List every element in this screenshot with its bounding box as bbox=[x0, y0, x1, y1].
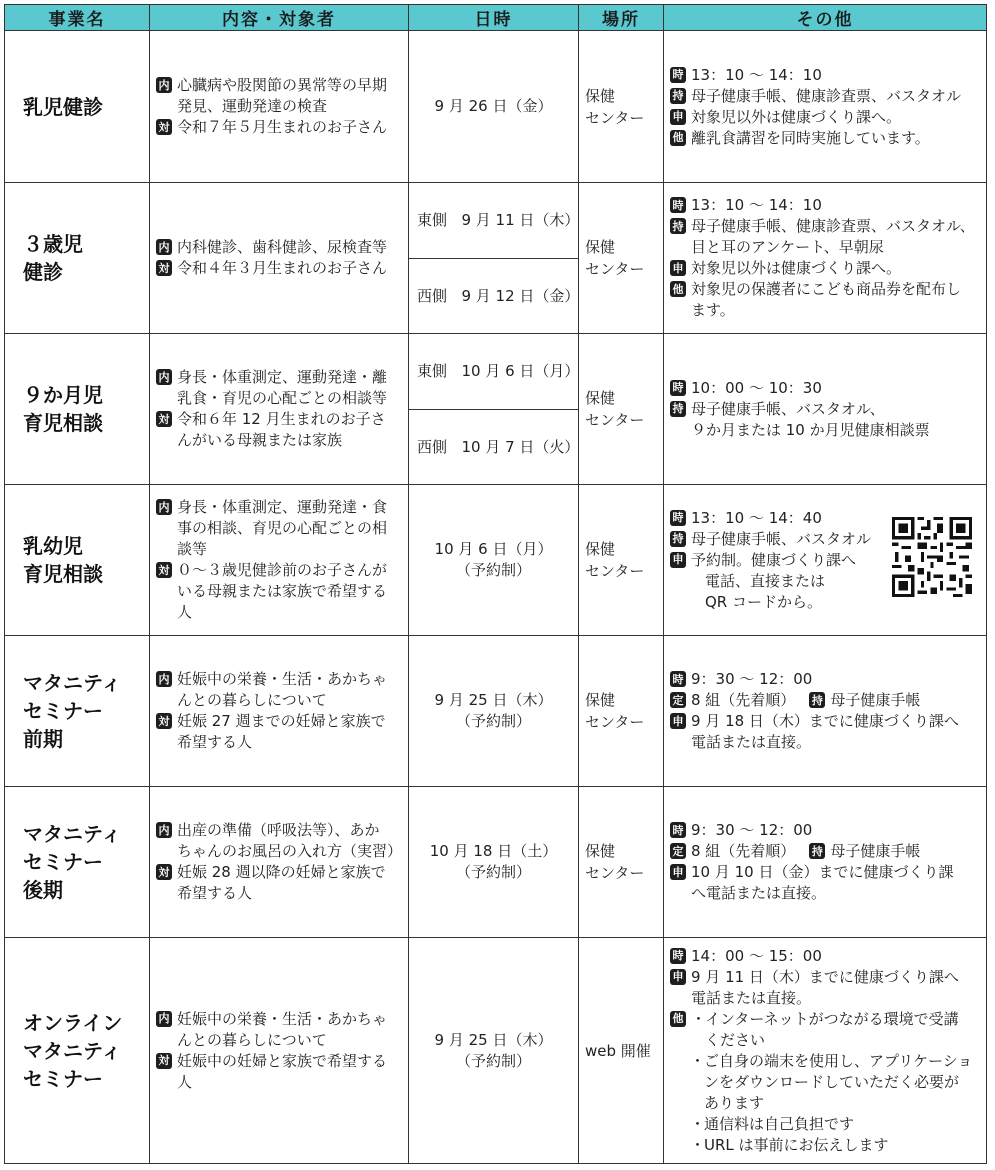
header-place: 場所 bbox=[579, 5, 664, 31]
nai-badge-icon: 内 bbox=[156, 822, 172, 838]
event-place: 保健 センター bbox=[579, 31, 664, 183]
event-date: 9 月 26 日（金） bbox=[409, 31, 579, 183]
ta-badge-icon: 他 bbox=[670, 130, 686, 146]
event-content: 内 身長・体重測定、運動発達・食 事の相談、育児の心配ごとの相 談等 対 ０〜３歳児健診前のお子さんが いる母親または家族で希望する 人 bbox=[150, 485, 409, 636]
event-date: 10 月 6 日（月） （予約制） bbox=[409, 485, 579, 636]
event-other: 時 10：00 〜 10：30 持 母子健康手帳、バスタオル、 ９か月または 10 か月児健康相談票 bbox=[664, 334, 987, 485]
event-other: 時 9：30 〜 12：00 定 8 組（先着順） 持 母子健康手帳 申 10 月 10 日（金）までに健康づくり課 へ電話または直接。 bbox=[664, 787, 987, 938]
mou-badge-icon: 申 bbox=[670, 552, 686, 568]
tai-badge-icon: 対 bbox=[156, 119, 172, 135]
ji-badge-icon: 時 bbox=[670, 67, 686, 83]
table-row bbox=[5, 334, 987, 485]
nai-badge-icon: 内 bbox=[156, 77, 172, 93]
event-other: 時 9：30 〜 12：00 定 8 組（先着順） 持 母子健康手帳 申 9 月 18 日（木）までに健康づくり課へ 電話または直接。 bbox=[664, 636, 987, 787]
mochi-badge-icon: 持 bbox=[670, 218, 686, 234]
tai-badge-icon: 対 bbox=[156, 411, 172, 427]
date-west: 西側 9 月 12 日（金） bbox=[409, 258, 578, 333]
header-event-name: 事業名 bbox=[5, 5, 150, 31]
list-item: ・ 通信料は自己負担です bbox=[690, 1114, 855, 1133]
mochi-badge-icon: 持 bbox=[670, 531, 686, 547]
event-content: 内 出産の準備（呼吸法等）、あか ちゃんのお風呂の入れ方（実習） 対 妊娠 28 週以降の妊婦と家族で 希望する人 bbox=[150, 787, 409, 938]
event-name: オンライン マタニティ セミナー bbox=[5, 938, 150, 1164]
event-place: web 開催 bbox=[579, 938, 664, 1164]
ta-badge-icon: 他 bbox=[670, 1011, 686, 1027]
ji-badge-icon: 時 bbox=[670, 822, 686, 838]
tai-badge-icon: 対 bbox=[156, 864, 172, 880]
mochi-badge-icon: 持 bbox=[809, 692, 825, 708]
ji-badge-icon: 時 bbox=[670, 380, 686, 396]
mou-badge-icon: 申 bbox=[670, 713, 686, 729]
header-other: その他 bbox=[664, 5, 987, 31]
nai-badge-icon: 内 bbox=[156, 239, 172, 255]
list-item: ・ URL は事前にお伝えします bbox=[690, 1135, 889, 1154]
event-other: 時 13：10 〜 14：10 持 母子健康手帳、健康診査票、バスタオル 申 対象児以外は健康づくり課へ。 他 離乳食講習を同時実施しています。 bbox=[664, 31, 987, 183]
event-content: 内 身長・体重測定、運動発達・離 乳食・育児の心配ごとの相談等 対 令和６年 12 月生まれのお子さ んがいる母親または家族 bbox=[150, 334, 409, 485]
event-place: 保健 センター bbox=[579, 636, 664, 787]
ji-badge-icon: 時 bbox=[670, 197, 686, 213]
mou-badge-icon: 申 bbox=[670, 260, 686, 276]
nai-badge-icon: 内 bbox=[156, 369, 172, 385]
table-row bbox=[5, 787, 987, 938]
event-name: 乳幼児 育児相談 bbox=[5, 485, 150, 636]
ta-badge-icon: 他 bbox=[670, 281, 686, 297]
event-content: 内 妊娠中の栄養・生活・あかちゃ んとの暮らしについて 対 妊娠 27 週までの妊婦と家族で 希望する人 bbox=[150, 636, 409, 787]
event-date: 9 月 25 日（木） （予約制） bbox=[409, 938, 579, 1164]
mochi-badge-icon: 持 bbox=[670, 401, 686, 417]
event-place: 保健 センター bbox=[579, 183, 664, 334]
table-row bbox=[5, 31, 987, 183]
event-name: ９か月児 育児相談 bbox=[5, 334, 150, 485]
event-date bbox=[409, 183, 579, 334]
event-date: 10 月 18 日（土） （予約制） bbox=[409, 787, 579, 938]
event-place: 保健 センター bbox=[579, 334, 664, 485]
tai-badge-icon: 対 bbox=[156, 562, 172, 578]
event-content: 内 内科健診、歯科健診、尿検査等 対 令和４年３月生まれのお子さん bbox=[150, 183, 409, 334]
tai-badge-icon: 対 bbox=[156, 260, 172, 276]
table-row bbox=[5, 485, 987, 636]
event-name: マタニティ セミナー 後期 bbox=[5, 787, 150, 938]
event-name: マタニティ セミナー 前期 bbox=[5, 636, 150, 787]
event-name: ３歳児 健診 bbox=[5, 183, 150, 334]
event-name: 乳児健診 bbox=[5, 31, 150, 183]
event-date: 9 月 25 日（木） （予約制） bbox=[409, 636, 579, 787]
table-row bbox=[5, 183, 987, 334]
mou-badge-icon: 申 bbox=[670, 109, 686, 125]
event-other: 時 14：00 〜 15：00 申 9 月 11 日（木）までに健康づくり課へ 電話または直接。 他 ・ インターネットがつながる環境で受講 ください ・ ご自身の端末を使用し、アプリケーショ ンをダウンロードしていただく必要が あります ・ 通信料は自己負担です ・ URL は事前にお伝えします bbox=[664, 938, 987, 1164]
header-content: 内容・対象者 bbox=[150, 5, 409, 31]
event-place: 保健 センター bbox=[579, 787, 664, 938]
date-east: 東側 10 月 6 日（月） bbox=[417, 362, 580, 380]
event-other: 時 13：10 〜 14：40 持 母子健康手帳、バスタオル 申 予約制。健康づくり課へ 電話、直接または QR コードから。 bbox=[664, 485, 987, 636]
date-west: 西側 10 月 7 日（火） bbox=[409, 409, 578, 484]
ji-badge-icon: 時 bbox=[670, 671, 686, 687]
tei-badge-icon: 定 bbox=[670, 692, 686, 708]
mochi-badge-icon: 持 bbox=[809, 843, 825, 859]
event-date bbox=[409, 334, 579, 485]
list-item: ・ ご自身の端末を使用し、アプリケーショ ンをダウンロードしていただく必要が あります bbox=[690, 1051, 973, 1112]
tei-badge-icon: 定 bbox=[670, 843, 686, 859]
ji-badge-icon: 時 bbox=[670, 948, 686, 964]
mou-badge-icon: 申 bbox=[670, 864, 686, 880]
nai-badge-icon: 内 bbox=[156, 1011, 172, 1027]
mochi-badge-icon: 持 bbox=[670, 88, 686, 104]
event-content: 内 心臓病や股関節の異常等の早期 発見、運動発達の検査 対 令和７年５月生まれのお子さん bbox=[150, 31, 409, 183]
event-place: 保健 センター bbox=[579, 485, 664, 636]
event-content: 内 妊娠中の栄養・生活・あかちゃ んとの暮らしについて 対 妊娠中の妊婦と家族で希望する 人 bbox=[150, 938, 409, 1164]
qr-code-icon[interactable] bbox=[892, 517, 972, 597]
nai-badge-icon: 内 bbox=[156, 671, 172, 687]
mou-badge-icon: 申 bbox=[670, 969, 686, 985]
table-row bbox=[5, 938, 987, 1164]
header-row bbox=[5, 5, 987, 31]
ji-badge-icon: 時 bbox=[670, 510, 686, 526]
tai-badge-icon: 対 bbox=[156, 713, 172, 729]
nai-badge-icon: 内 bbox=[156, 499, 172, 515]
tai-badge-icon: 対 bbox=[156, 1053, 172, 1069]
date-east: 東側 9 月 11 日（木） bbox=[417, 211, 580, 229]
schedule-table bbox=[4, 4, 987, 1164]
event-other: 時 13：10 〜 14：10 持 母子健康手帳、健康診査票、バスタオル、 目と耳のアンケート、早朝尿 申 対象児以外は健康づくり課へ。 他 対象児の保護者にこども商品券を配布し ます。 bbox=[664, 183, 987, 334]
table-row bbox=[5, 636, 987, 787]
header-datetime: 日時 bbox=[409, 5, 579, 31]
